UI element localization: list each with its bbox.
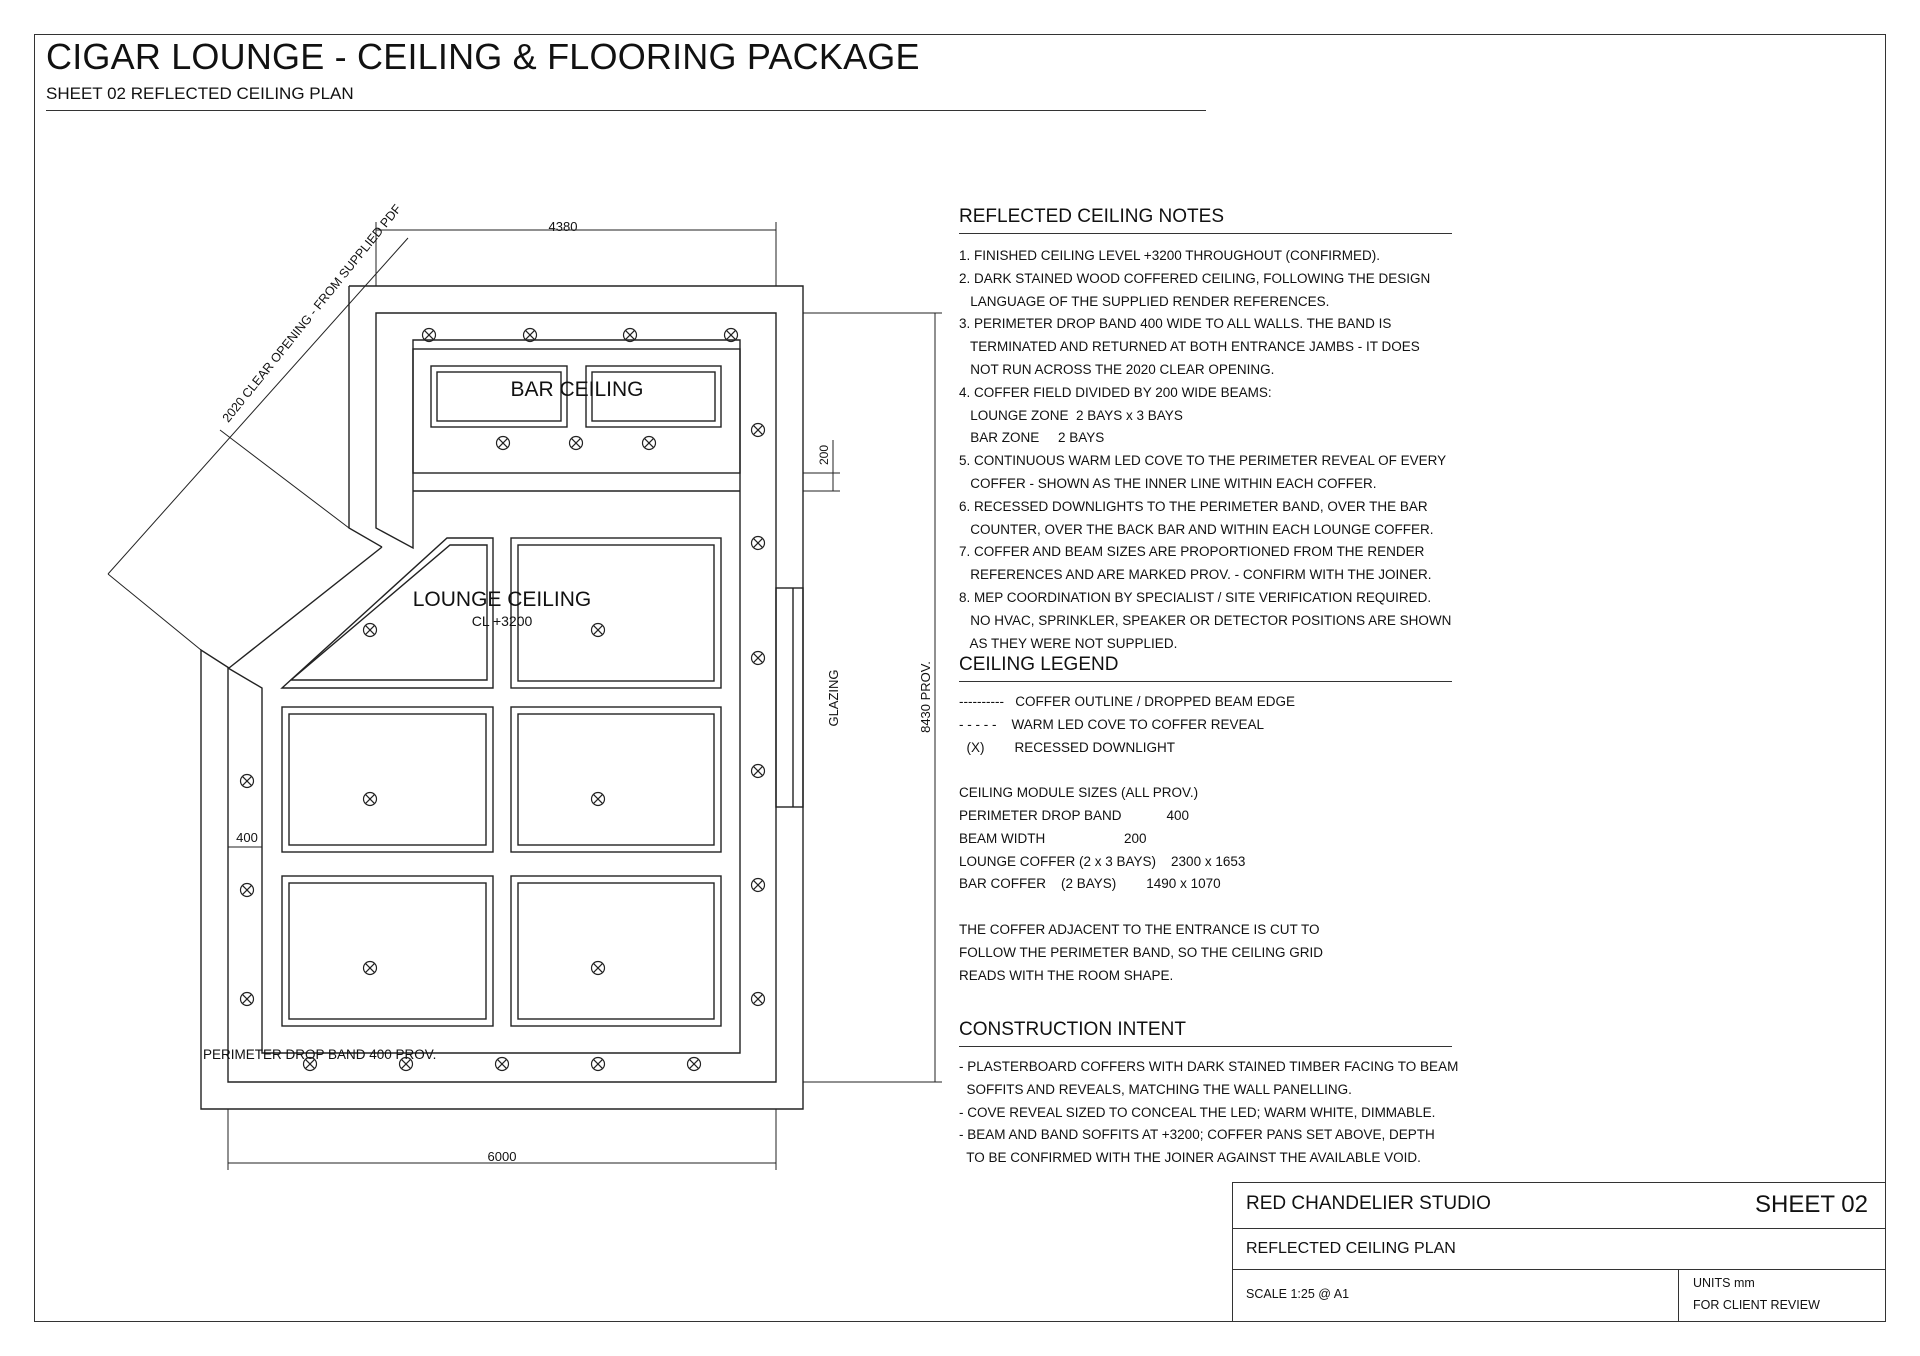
legend-line: (X) RECESSED DOWNLIGHT (959, 739, 1176, 755)
downlight-icon (497, 437, 510, 450)
dim-band-text: 400 (236, 830, 258, 845)
entrance-line (229, 547, 382, 668)
construction-line: SOFFITS AND REVEALS, MATCHING THE WALL PANELLING. (959, 1081, 1352, 1097)
downlight-icon (752, 537, 765, 550)
downlight-icon (570, 437, 583, 450)
lounge-coffer-3-inner (289, 714, 486, 845)
downlight-icon (241, 993, 254, 1006)
lounge-coffer-cut-inner (291, 545, 487, 680)
glazing-label: GLAZING (826, 669, 841, 727)
dim-beam-text: 200 (817, 444, 831, 466)
downlight-icon (752, 993, 765, 1006)
construction-rule (959, 1046, 1452, 1047)
downlight-icon (496, 1058, 509, 1071)
notes-line: TERMINATED AND RETURNED AT BOTH ENTRANCE JAMBS - IT DOES (959, 339, 1420, 355)
notes-line: 1. FINISHED CEILING LEVEL +3200 THROUGHOUT (CONFIRMED). (959, 248, 1380, 263)
legend-line: LOUNGE COFFER (2 x 3 BAYS) 2300 x 1653 (959, 853, 1246, 869)
notes-heading: REFLECTED CEILING NOTES (959, 206, 1224, 227)
title-block-divider-2 (1232, 1269, 1886, 1270)
notes-line: 3. PERIMETER DROP BAND 400 WIDE TO ALL WALLS. THE BAND IS (959, 316, 1392, 332)
legend-line: ---------- COFFER OUTLINE / DROPPED BEAM EDGE (959, 694, 1295, 709)
notes-line: 6. RECESSED DOWNLIGHTS TO THE PERIMETER BAND, OVER THE BAR (959, 498, 1428, 514)
notes-line: COUNTER, OVER THE BACK BAR AND WITHIN EACH LOUNGE COFFER. (959, 521, 1434, 537)
downlight-icon (752, 765, 765, 778)
notes-line: BAR ZONE 2 BAYS (959, 430, 1105, 446)
lounge-coffer-4-inner (518, 714, 714, 845)
construction-line: TO BE CONFIRMED WITH THE JOINER AGAINST THE AVAILABLE VOID. (959, 1150, 1421, 1166)
dim-right-text: 8430 PROV. (918, 661, 933, 733)
downlight-icon (592, 1058, 605, 1071)
notes-line: REFERENCES AND ARE MARKED PROV. - CONFIRM WITH THE JOINER. (959, 567, 1432, 583)
downlight-icon (752, 879, 765, 892)
lounge-level-label: CL +3200 (471, 613, 533, 629)
sheet-title: CIGAR LOUNGE - CEILING & FLOORING PACKAGE (46, 36, 920, 77)
dim-bottom-text: 6000 (487, 1149, 517, 1164)
legend-line: READS WITH THE ROOM SHAPE. (959, 967, 1174, 983)
downlight-icon (752, 652, 765, 665)
lounge-coffer-3-outer (282, 707, 493, 852)
status-text: FOR CLIENT REVIEW (1693, 1298, 1820, 1312)
lounge-coffer-2-outer (511, 538, 721, 688)
lounge-coffer-2-inner (518, 545, 714, 681)
construction-heading: CONSTRUCTION INTENT (959, 1019, 1186, 1040)
legend-line: BEAM WIDTH 200 (959, 830, 1147, 846)
downlight-icon (364, 962, 377, 975)
scale-text: SCALE 1:25 @ A1 (1246, 1287, 1350, 1301)
title-block-divider-3 (1678, 1269, 1679, 1322)
lounge-coffer-cut-outer (282, 538, 493, 688)
lounge-ceiling-label: LOUNGE CEILING (412, 588, 592, 611)
legend-heading: CEILING LEGEND (959, 654, 1119, 675)
notes-line: 4. COFFER FIELD DIVIDED BY 200 WIDE BEAMS: (959, 384, 1272, 400)
notes-line: AS THEY WERE NOT SUPPLIED. (959, 635, 1178, 651)
title-block-divider-1 (1232, 1228, 1886, 1229)
notes-line: NOT RUN ACROSS THE 2020 CLEAR OPENING. (959, 362, 1275, 377)
bar-ceiling-label: BAR CEILING (510, 378, 644, 401)
lounge-coffer-6-outer (511, 876, 721, 1026)
notes-line: 8. MEP COORDINATION BY SPECIALIST / SITE VERIFICATION REQUIRED. (959, 590, 1432, 605)
drawing-title: REFLECTED CEILING PLAN (1246, 1240, 1456, 1257)
downlight-group (241, 329, 765, 1071)
downlight-icon (592, 962, 605, 975)
legend-line: - - - - - WARM LED COVE TO COFFER REVEAL (959, 716, 1265, 732)
outer-wall-outline (201, 286, 803, 1109)
downlight-icon (241, 775, 254, 788)
glazing-panel (776, 588, 803, 807)
opening-label: 2020 CLEAR OPENING - FROM SUPPLIED PDF (219, 201, 405, 426)
sheet-number: SHEET 02 (1755, 1191, 1868, 1218)
legend-line: CEILING MODULE SIZES (ALL PROV.) (959, 785, 1199, 801)
lounge-coffer-4-outer (511, 707, 721, 852)
legend-line: THE COFFER ADJACENT TO THE ENTRANCE IS CUT TO (959, 922, 1320, 937)
notes-line: LANGUAGE OF THE SUPPLIED RENDER REFERENCES. (959, 293, 1330, 309)
dim-top-text: 4380 (548, 219, 578, 234)
legend-line: FOLLOW THE PERIMETER BAND, SO THE CEILING GRID (959, 944, 1324, 960)
studio-name: RED CHANDELIER STUDIO (1246, 1193, 1491, 1214)
downlight-icon (364, 624, 377, 637)
notes-rule (959, 233, 1452, 234)
legend-line: PERIMETER DROP BAND 400 (959, 808, 1190, 823)
downlight-icon (643, 437, 656, 450)
lounge-coffer-5-outer (282, 876, 493, 1026)
construction-line: - BEAM AND BAND SOFFITS AT +3200; COFFER PANS SET ABOVE, DEPTH (959, 1127, 1435, 1143)
ceiling-outline (228, 313, 776, 1082)
notes-line: 7. COFFER AND BEAM SIZES ARE PROPORTIONED FROM THE RENDER (959, 544, 1425, 560)
downlight-icon (592, 793, 605, 806)
downlight-icon (364, 793, 377, 806)
notes-line: 2. DARK STAINED WOOD COFFERED CEILING, FOLLOWING THE DESIGN (959, 270, 1431, 286)
lounge-coffer-6-inner (518, 883, 714, 1019)
legend-rule (959, 681, 1452, 682)
lounge-coffer-5-inner (289, 883, 486, 1019)
downlight-icon (752, 424, 765, 437)
legend-line: BAR COFFER (2 BAYS) 1490 x 1070 (959, 876, 1221, 892)
perimeter-band-label: PERIMETER DROP BAND 400 PROV. (203, 1047, 437, 1062)
units-text: UNITS mm (1693, 1276, 1755, 1290)
opening-dim-line (108, 238, 408, 574)
bar-zone (413, 349, 740, 473)
downlight-icon (688, 1058, 701, 1071)
notes-line: COFFER - SHOWN AS THE INNER LINE WITHIN EACH COFFER. (959, 476, 1377, 491)
construction-line: - COVE REVEAL SIZED TO CONCEAL THE LED; WARM WHITE, DIMMABLE. (959, 1104, 1436, 1120)
notes-line: 5. CONTINUOUS WARM LED COVE TO THE PERIMETER REVEAL OF EVERY (959, 453, 1447, 469)
sheet-subtitle: SHEET 02 REFLECTED CEILING PLAN (46, 84, 354, 103)
construction-line: - PLASTERBOARD COFFERS WITH DARK STAINED TIMBER FACING TO BEAM (959, 1059, 1459, 1074)
downlight-icon (241, 884, 254, 897)
notes-line: LOUNGE ZONE 2 BAYS x 3 BAYS (959, 407, 1183, 423)
downlight-icon (592, 624, 605, 637)
notes-line: NO HVAC, SPRINKLER, SPEAKER OR DETECTOR POSITIONS ARE SHOWN (959, 612, 1452, 628)
